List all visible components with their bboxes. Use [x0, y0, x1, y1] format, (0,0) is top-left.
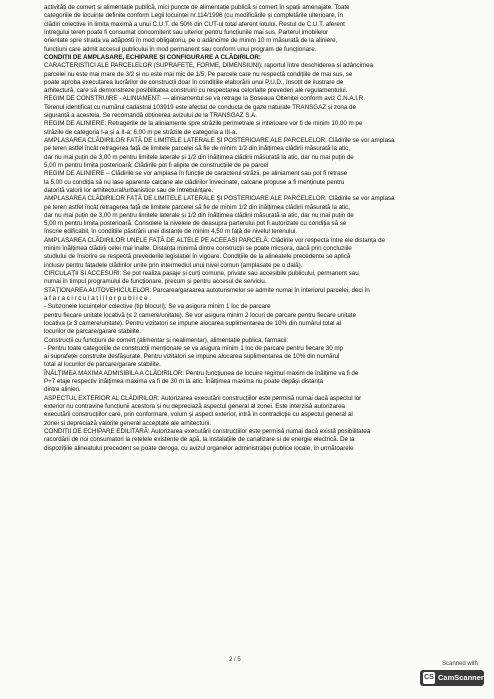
- text-line: P+7 etaje respectiv înălțimea maxima va fi de 30 m la atic. Înălțimea maxima nu poate depăși distanța: [44, 378, 323, 386]
- text-line: minim înălțimea clădirii celei mai înalte. Distanța minimă dintre construcții se poate micșora, dacă prin concluziile: [44, 245, 352, 253]
- text-line: REGIM DE CONSTRUIRE - ALINIAMENT: — aliniamentul se va retrage la Șoseaua Olteniței conform aviz C.N.A.I.R.: [44, 95, 365, 103]
- text-line: studiului de însorire se respectă prevederile legislației în vigoare. Condițiile de la alineatele precedente se aplică: [44, 253, 351, 261]
- text-line: - Pentru toate categoriile de construcții menționate se va asigura minim 1 loc de parcare pentru fiecare 30 mp: [44, 344, 344, 352]
- text-line: ASPECTUL EXTERIOR AL CLĂDIRILOR: Autorizarea executării construcțiilor este permisă numai dacă aspectul lor: [44, 394, 362, 402]
- scanned-with-label: Scanned with: [442, 661, 479, 667]
- text-line: CIRCULAȚII ȘI ACCESURI: Se pot realiza pasaje și curți comune, private sau accesibile publicului, permanent sau: [44, 270, 359, 277]
- text-line: STAȚIONAREA AUTOVEHICULELOR: Parcarea/garaarea autoturismelor se admite numai în interiorul parcelei, deci în: [44, 286, 370, 294]
- text-line: AMPLASAREA CLĂDIRILOR UNELE FAȚĂ DE ALTELE PE ACEEAȘI PARCELĂ: Clădirile vor respecta între ele distanța de: [44, 236, 385, 244]
- text-line: parcelei nu este mai mare de 3/2 și nu este mai mic de 1/5; Pe parcele care nu respectă condițiile de mai sus, se: [44, 70, 353, 78]
- text-line: înscrie edificabil, în condițiile păstrării unei distanțe de minim 4,50 m față de nivelul terenului.: [44, 228, 297, 236]
- text-line: dar nu mai puțin de 3,00 m pentru limitele laterale și 1/2 din înălțimea clădirii măsurată la atic, dar nu mai puțin de: [44, 153, 354, 161]
- text-line: - Subzonele locuințelor colective (tip blocuri): Se va asigura minim 1 loc de parcare: [44, 303, 271, 311]
- text-line: CARACTERISTICI ALE PARCELELOR (SUPRAFEȚE, FORME, DIMENSIUNI): raportul între deschiderea și adâncimea: [44, 62, 374, 70]
- text-line: locativa (≥ 3 camere/unitate). Pentru vizitatori se impune alocarea suplimentarea de 10% din numărul total al: [44, 319, 341, 327]
- page-number: 2 / 5: [229, 657, 241, 663]
- camscanner-logo-icon: CS: [423, 672, 435, 684]
- text-line: la 5,00 cu condiția să nu lase aparente calcane ale clădirilor învecinate, calcane propuse a fi menținute pentru: [44, 178, 345, 186]
- text-line: orientate spre strada va adăposti în mod obligatoriu, pe o adâncime de minim 10 m măsurată de la aliniere,: [44, 37, 338, 45]
- text-line: activități de comerț și alimentație publică, mici puncte de alimentație publică și comerț în spații amenajate. Toate: [44, 4, 350, 11]
- text-line: zonei și depreciază valorile general acceptate ale arhitecturii.: [44, 419, 211, 427]
- text-line: siguranță a acesteia. Se recomandă obținerea avizului de la TRANSGAZ S.A.: [44, 112, 257, 120]
- camscanner-app-name: CamScanner: [438, 673, 484, 682]
- text-line: dispozițiile alineatului precedent se poate deroga, cu avizul organelor administrației publice locale, în următoarele: [44, 444, 354, 452]
- text-line: REGIM DE ALINIERE: Retragerile de la aliniamente spre străzile perimetrale și interioare vor fi de minim 10,00 m pe: [44, 120, 363, 128]
- text-line: locurilor de parcare/garare stabilite.: [44, 328, 141, 336]
- camscanner-watermark: [420, 661, 486, 689]
- text-line: REGIM DE ALINIERE – Clădirile se vor amplasa în funcție de caracterul străzii, pe aliniament sau pot fi retrase: [44, 170, 348, 178]
- text-line: CONDIȚII DE ECHIPARE EDILITARĂ: Autorizarea executării construcțiilor este permisă numai dacă există posibilitatea: [44, 427, 371, 435]
- text-line: executării construcțiilor care, prin conformare, volum și aspect exterior, intră în contradicție cu aspectul general al: [44, 411, 353, 419]
- text-line: 5,00 m pentru limita posterioară; Clădirile pot fi alipite de construcțiile de pe parcel: [44, 161, 269, 169]
- text-line: pentru fiecare unitate locativă (≤ 2 camere/unitate). Se vor asigura minim 2 locuri de parcare pentru fiecare unitate: [44, 311, 356, 319]
- text-line: AMPLASAREA CLĂDIRILOR FAȚĂ DE LIMITELE LATERALE ȘI POSTERIOARE ALE PARCELELOR: Clădirile se vor amplasa: [44, 195, 395, 203]
- text-line: total al locurilor de parcare/garare stabilite.: [44, 361, 161, 369]
- text-line: CONDIȚII DE AMPLASARE, ECHIPARE ȘI CONFIGURARE A CLĂDIRILOR:: [44, 53, 261, 61]
- text-line: ai suprafeței construite desfășurate. Pentru vizitatori se impune alocarea suplimentarea de 10% din numărul: [44, 353, 340, 361]
- text-line: arhitectură, care să demonstreze posibilitatea construirii cu respectarea celorlalte prevederi ale regulamentului.: [44, 87, 348, 95]
- text-line: ÎNĂLȚIMEA MAXIMA ADMISIBILA A CLĂDIRILOR: Pentru funcțiunea de locuire regimul maxim de înălțime va fi de: [44, 369, 359, 377]
- text-line: a f a r a c i r c u l a ț i i l o r p u b l i c e .: [44, 294, 151, 302]
- text-line: exterior nu contravine funcțiunii acestora și nu depreciază aspectul general al zonei. Este interzisă autorizarea: [44, 403, 345, 410]
- text-line: Terenul identificat cu numărul cadastral 103919 este afectat de conducta de gaze naturale TRANSGAZ și zona de: [44, 103, 356, 111]
- text-line: datorită valorii lor arhitectural/urbanistice sau de întrebuințare.: [44, 186, 214, 194]
- camscanner-badge: [420, 670, 484, 686]
- document-body: [44, 4, 476, 453]
- text-line: AMPLASAREA CLĂDIRILOR FAȚĂ DE LIMITELE LATERALE ȘI POSTERIOARE ALE PARCELELOR: Clădirile se vor amplasa: [44, 137, 395, 144]
- text-line: clădiri colective în limita maximă a unui C.U.T. de 50% din CUT-ul total aferent lotului. Restul de C.U.T. aferent: [44, 20, 345, 28]
- text-line: poate aproba executarea lucrărilor de construcții doar în condițiile elaborării unui P.U.D., însoțit de ilustrare de: [44, 78, 344, 86]
- text-line: 5,00 m pentru limita posterioară. Consolele la nivelele de deasupra parterului pot fi autorizate cu condiția să se: [44, 220, 347, 228]
- text-line: numai în timpul programului de funcționare, precum și pentru accesul de serviciu.: [44, 278, 267, 286]
- text-line: dar nu mai puțin de 3,00 m pentru limitele laterale și 1/2 din înălțimea clădirii măsurată la atic, dar nu mai puțin de: [44, 211, 354, 219]
- text-line: categoriile de locuințe definite conform Legii locuinței nr.114/1996 (cu modificările și completările ulterioare, în: [44, 12, 343, 20]
- text-line: pe teren astfel încât retragerea față de limitele parcelei să fie de minim 1/2 din înălțimea clădirii măsurată la atic,: [44, 145, 350, 153]
- text-line: dintre alinieri.: [44, 386, 81, 394]
- text-line: racordării de noi consumatori la rețelele existente de apă, la instalațiile de canalizare și de energie electrică. De la: [44, 436, 355, 444]
- text-line: inclusiv pentru fațadele clădirilor unite prin intermediul unui nivel comun (amplasate pe o dală).: [44, 261, 303, 269]
- text-line: întregului teren poate fi consumat concomitent sau ulterior pentru funcțiunile mai sus. Parterul imobilelor: [44, 28, 329, 36]
- text-line: funcțiuni care admit accesul publicului în mod permanent sau conform unui program de funcționare.: [44, 45, 317, 53]
- text-line: pe teren astfel încât retragerea față de limitele parcelei să fie de minim 1/2 din înălțimea clădirii măsurată la atic,: [44, 203, 350, 211]
- text-line: Construcții cu funcțiuni de comerț (alimentar și nealimentar), alimentație publica, farmacii:: [44, 336, 289, 344]
- text-line: străzile de categoria I-a și a II-a; 6,00 m pe străzile de categoria a III-a.: [44, 128, 238, 136]
